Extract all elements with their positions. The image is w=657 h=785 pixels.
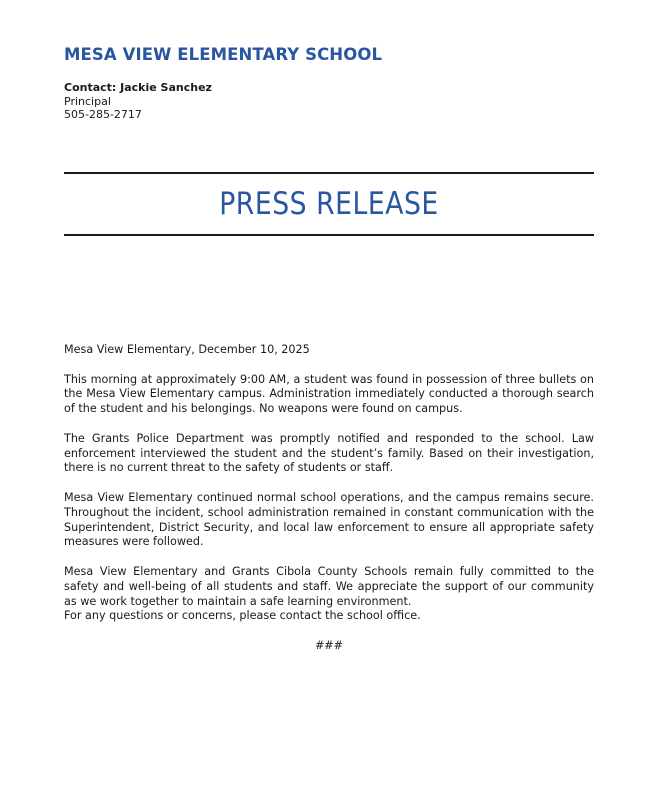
body-paragraph: The Grants Police Department was promptly notified and responded to the school. Law enforcement interviewed the student and the student’s family. Based on their investigation, there is no current threat to the safety of students or staff. [64,431,594,475]
title-top-divider [64,172,594,174]
title-bottom-divider [64,234,594,236]
end-mark: ### [314,638,344,652]
release-body [64,343,594,654]
contact-title: Principal [64,94,111,108]
body-paragraph: This morning at approximately 9:00 AM, a student was found in possession of three bullets on the Mesa View Elementary campus. Administration immediately conducted a thorough search of the student and his belongings. No weapons were found on campus. [64,372,594,416]
contact-name: Contact: Jackie Sanchez [64,81,212,94]
dateline: Mesa View Elementary, December 10, 2025 [64,343,310,356]
school-name: MESA VIEW ELEMENTARY SCHOOL [64,45,383,64]
body-paragraph: Mesa View Elementary and Grants Cibola County Schools remain fully committed to the safety and well-being of all students and staff. We appreciate the support of our community as we work together to maintain a safe learning environment. [64,564,594,608]
closing-line: For any questions or concerns, please contact the school office. [64,609,421,623]
page-title: PRESS RELEASE [219,186,439,222]
contact-phone: 505-285-2717 [64,108,142,121]
body-paragraph: Mesa View Elementary continued normal school operations, and the campus remains secure. Throughout the incident, school administration remained in constant communication with the Superintendent, District Security, and local law enforcement to ensure all appropriate safety measures were followed. [64,490,594,549]
contact-block [64,81,212,122]
